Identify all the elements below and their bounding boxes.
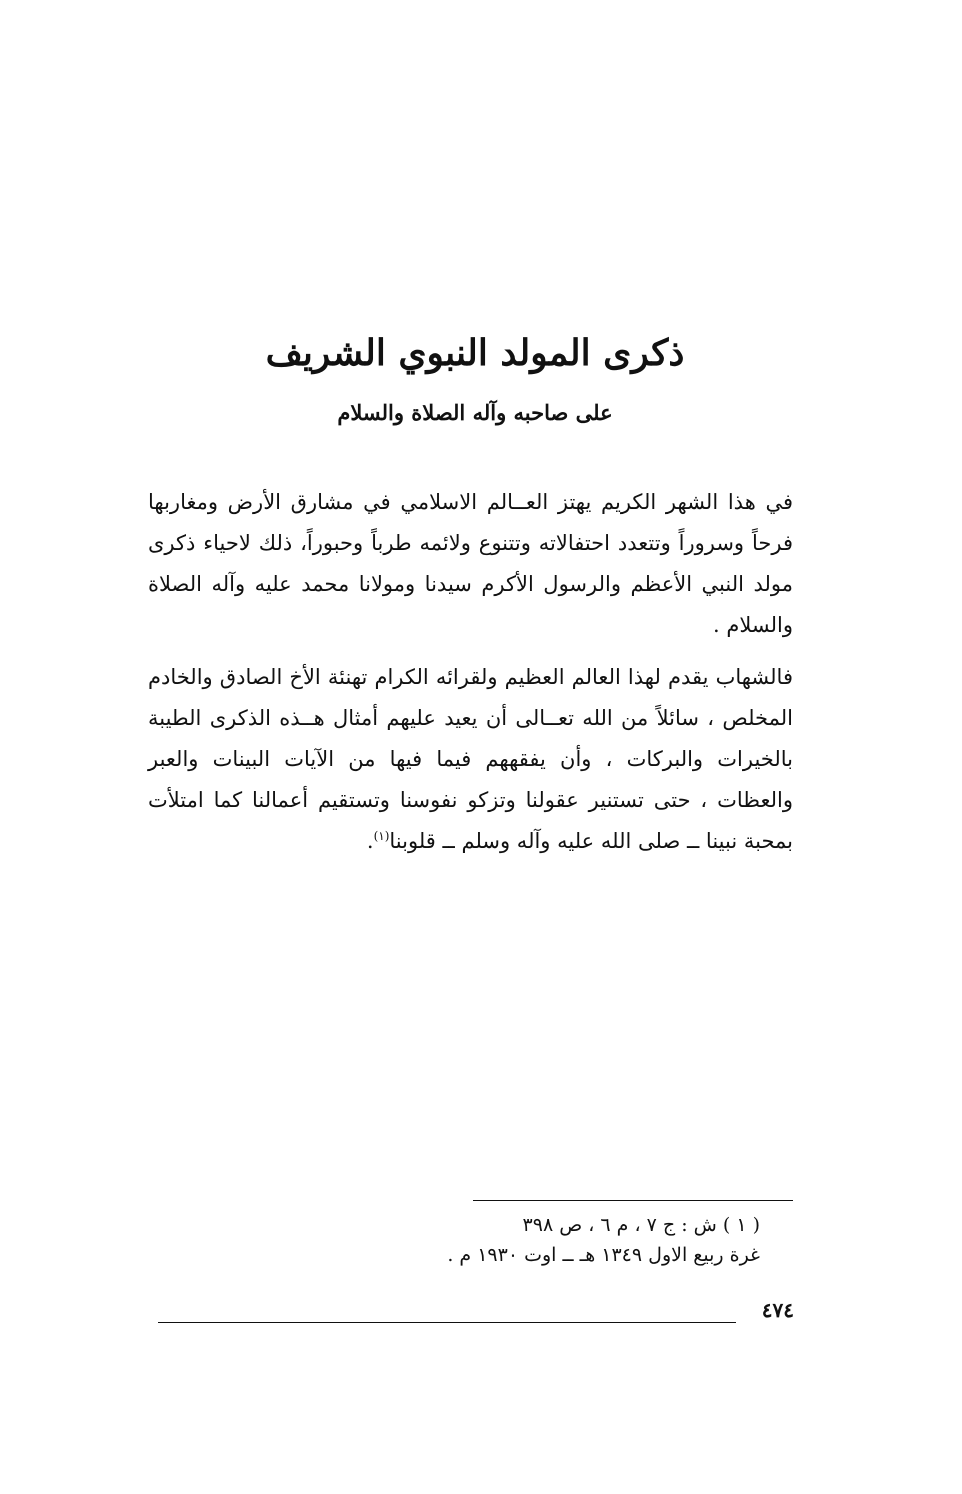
page-number: ٤٧٤	[761, 1298, 794, 1322]
footnote-line-1: ( ١ ) ش : ج ٧ ، م ٦ ، ص ٣٩٨	[522, 1214, 760, 1236]
footnote-line-2: غرة ربيع الاول ١٣٤٩ هـ ــ اوت ١٩٣٠ م .	[447, 1244, 760, 1266]
footnote-marker: (١)	[373, 829, 390, 843]
paragraph-2	[148, 657, 793, 862]
page-subtitle: على صاحبه وآله الصلاة والسلام	[337, 400, 613, 425]
footnote-separator	[473, 1200, 793, 1201]
page-title: ذكرى المولد النبوي الشريف	[265, 332, 685, 374]
paragraph-2-end: .	[366, 829, 374, 853]
paragraph-1: في هذا الشهر الكريم يهتز العــالم الاسلامي في مشارق الأرض ومغاربها فرحاً وسروراً وتتعدد احتفالاته وتتنوع ولائمه طرباً وحبوراً، ذلك لاحياء ذكرى مولد النبي الأعظم والرسول الأكرم سيدنا ومولانا محمد عليه وآله الصلاة والسلام .	[148, 490, 793, 637]
bottom-rule	[158, 1322, 736, 1323]
footnote	[280, 1210, 760, 1270]
paragraph-2-text: فالشهاب يقدم لهذا العالم العظيم ولقرائه الكرام تهنئة الأخ الصادق والخادم المخلص ، سائلاً من الله تعــالى أن يعيد عليهم أمثال هــذه الذكرى الطيبة بالخيرات والبركات ، وأن يفقههم فيما فيها من الآيات البينات والعبر والعظات ، حتى تستنير عقولنا وتزكو نفوسنا وتستقيم أعمالنا كما امتلأت بمحبة نبينا ــ صلى الله عليه وآله وسلم ــ قلوبنا	[148, 665, 793, 853]
